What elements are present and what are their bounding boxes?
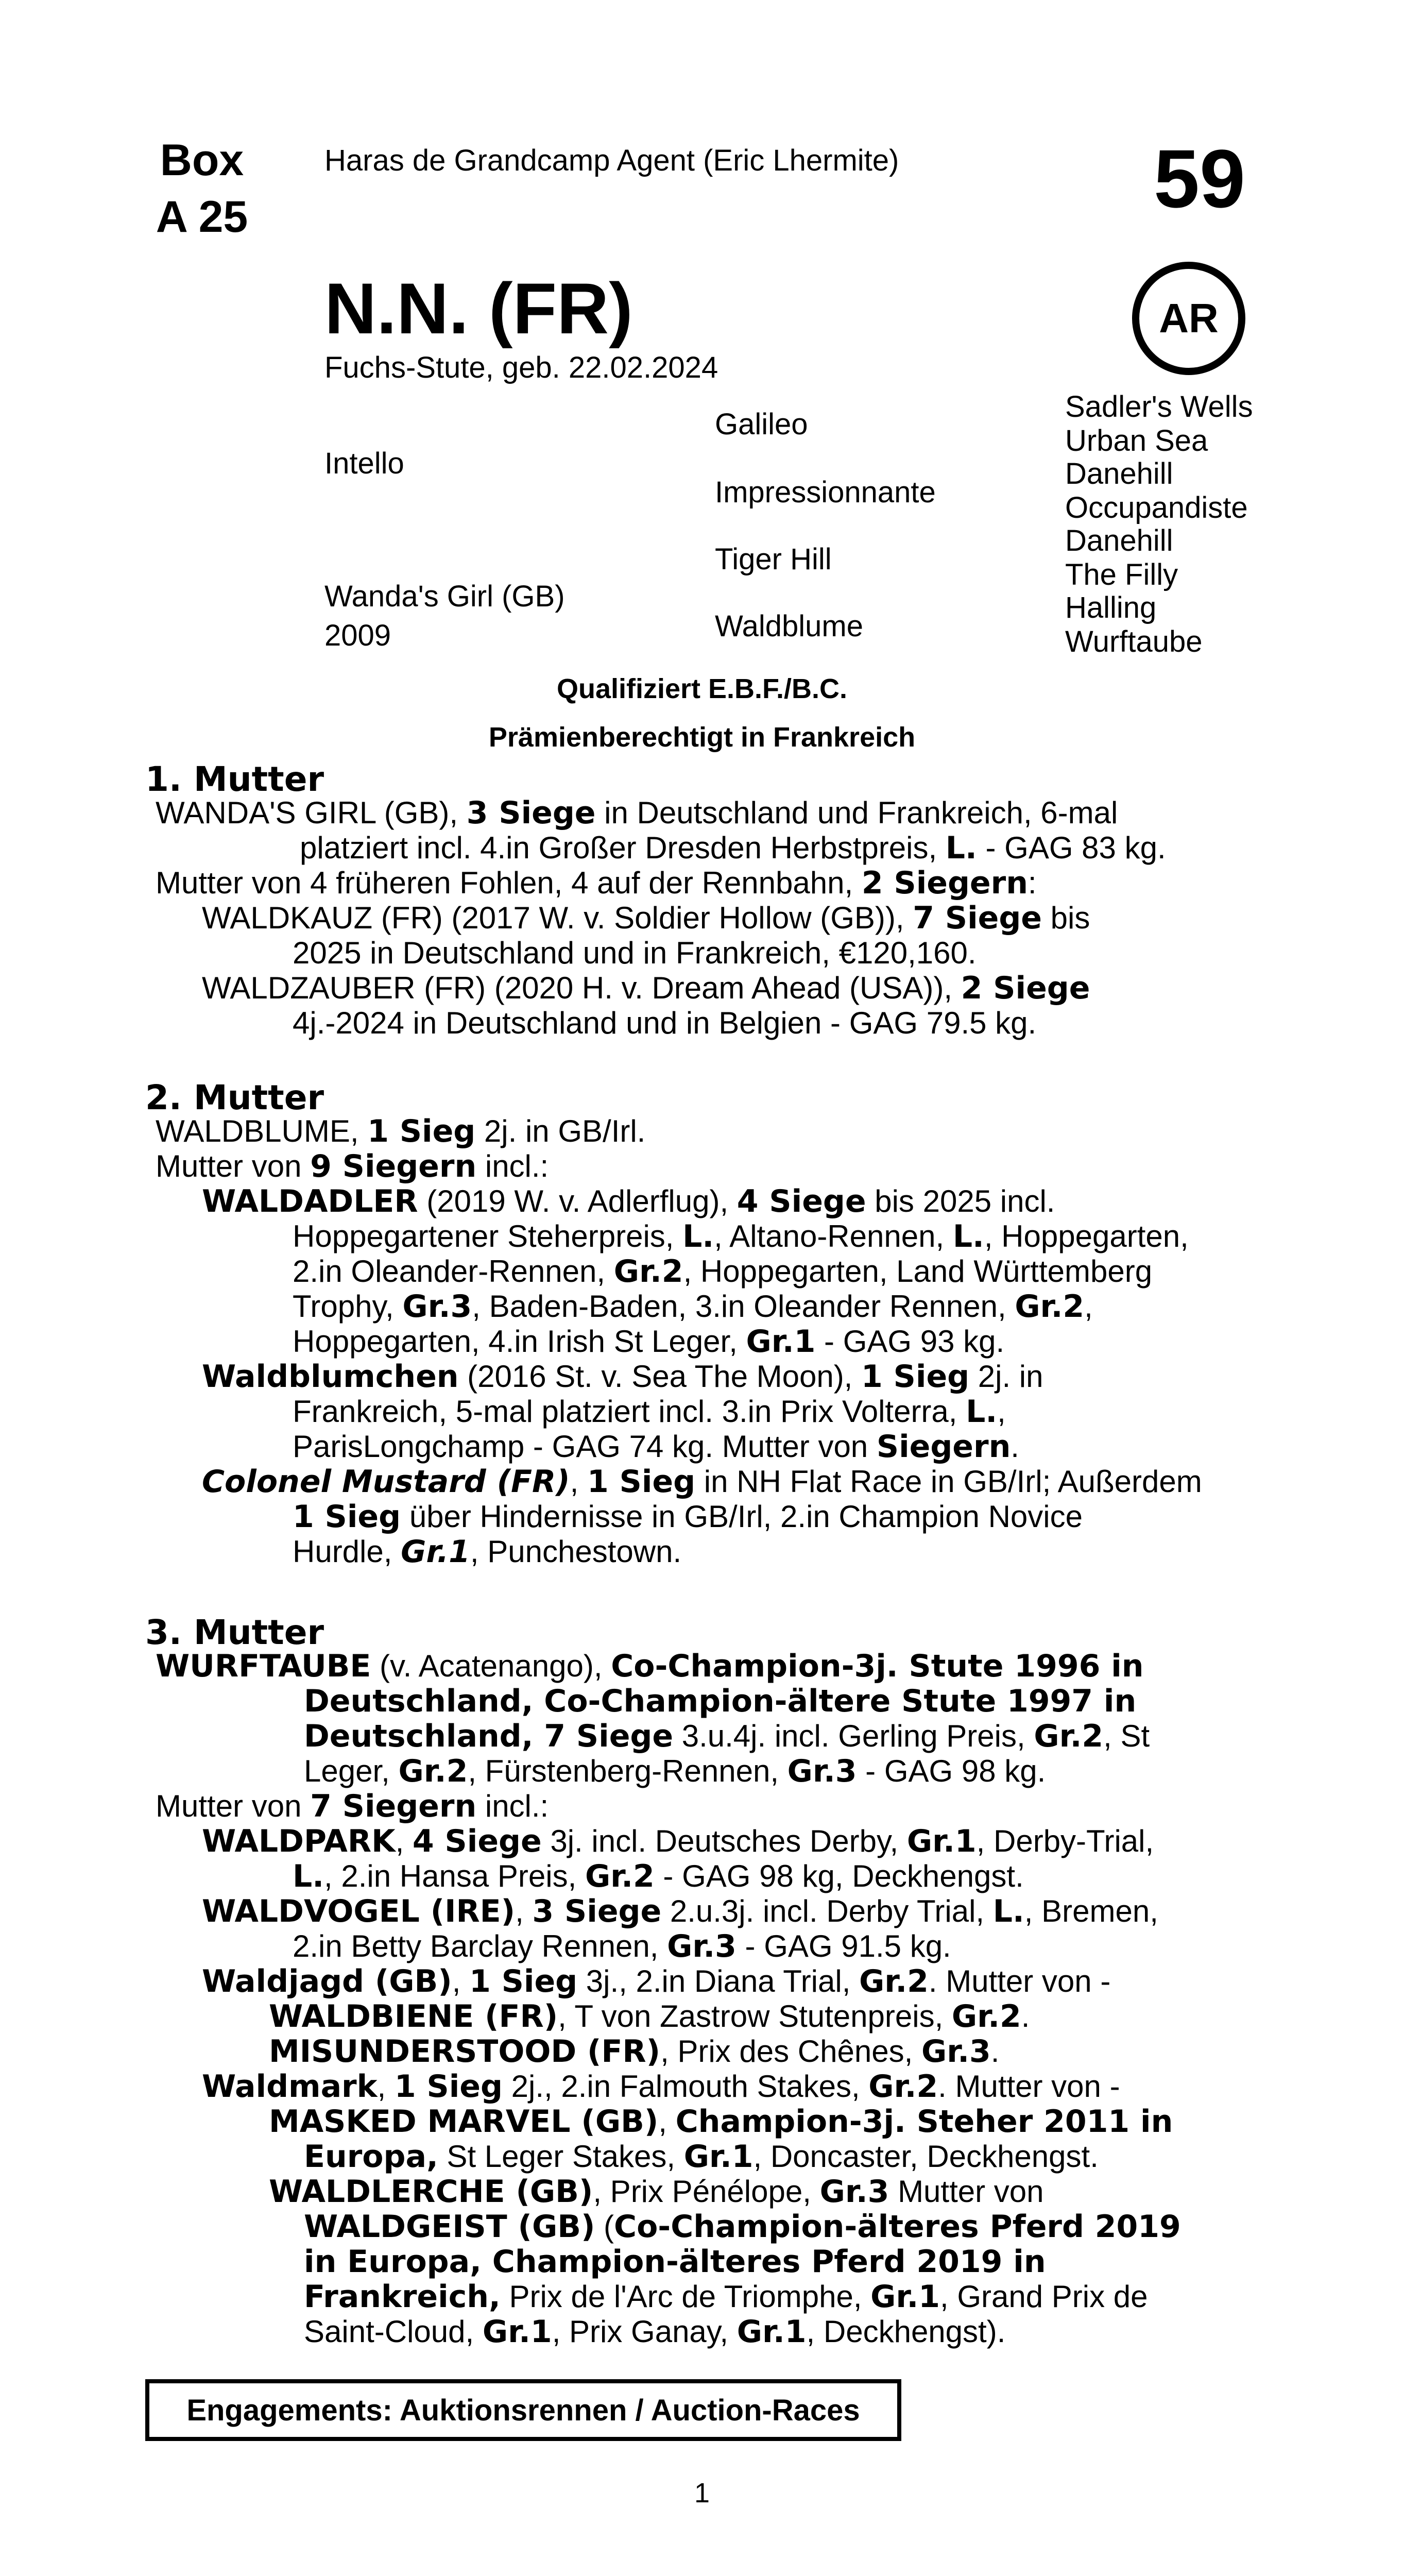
pedigree-gen2-item: Tiger Hill [715, 543, 832, 576]
pedigree-gen2-item: Waldblume [715, 609, 863, 643]
ar-badge [1132, 262, 1245, 375]
mutter2-line: WALDADLER (2019 W. v. Adlerflug), 4 Siege bis 2025 incl. [202, 1183, 1055, 1219]
mutter1-line: WANDA'S GIRL (GB), 3 Siege in Deutschland und Frankreich, 6-mal [156, 795, 1118, 831]
mutter3-line: Waldmark, 1 Sieg 2j., 2.in Falmouth Stakes, Gr.2. Mutter von - [202, 2069, 1120, 2105]
mutter1-line: 2025 in Deutschland und in Frankreich, €120,160. [293, 936, 977, 970]
pedigree-gen3-item: Occupandiste [1065, 491, 1248, 524]
mutter3-line: Frankreich, Prix de l'Arc de Triomphe, Gr.1, Grand Prix de [304, 2279, 1148, 2315]
section-heading-mutter1: 1. Mutter [145, 759, 324, 799]
mutter1-line: WALDKAUZ (FR) (2017 W. v. Soldier Hollow (GB)), 7 Siege bis [202, 900, 1090, 936]
box-label: Box [160, 135, 244, 185]
mutter2-line: Hoppegartener Steherpreis, L., Altano-Rennen, L., Hoppegarten, [293, 1218, 1189, 1255]
horse-description: Fuchs-Stute, geb. 22.02.2024 [324, 351, 718, 384]
mutter3-line: Waldjagd (GB), 1 Sieg 3j., 2.in Diana Trial, Gr.2. Mutter von - [202, 1963, 1111, 1999]
section-heading-mutter2: 2. Mutter [145, 1078, 324, 1117]
page-number: 1 [694, 2478, 710, 2509]
engagements-text: Engagements: Auktionsrennen / Auction-Races [186, 2393, 860, 2427]
mutter2-line: Hoppegarten, 4.in Irish St Leger, Gr.1 - GAG 93 kg. [293, 1324, 1005, 1360]
ar-badge-text: AR [1159, 295, 1219, 341]
mutter3-line: Europa, St Leger Stakes, Gr.1, Doncaster, Deckhengst. [304, 2139, 1099, 2175]
mutter1-line: platziert incl. 4.in Großer Dresden Herbstpreis, L. - GAG 83 kg. [300, 830, 1166, 866]
mutter3-line: MASKED MARVEL (GB), Champion-3j. Steher 2011 in [269, 2104, 1173, 2140]
mutter3-line: Saint-Cloud, Gr.1, Prix Ganay, Gr.1, Deckhengst). [304, 2314, 1006, 2350]
mutter3-line: L., 2.in Hansa Preis, Gr.2 - GAG 98 kg, Deckhengst. [293, 1858, 1024, 1894]
pedigree-gen3-item: Halling [1065, 591, 1157, 624]
mutter3-line: WALDGEIST (GB) (Co-Champion-älteres Pferd 2019 [304, 2209, 1181, 2245]
mutter3-line: Deutschland, Co-Champion-ältere Stute 1997 in [304, 1683, 1137, 1719]
mutter2-line: 1 Sieg über Hindernisse in GB/Irl, 2.in Champion Novice [293, 1499, 1083, 1535]
pedigree-gen3-item: Danehill [1065, 524, 1173, 557]
pedigree-gen3-item: The Filly [1065, 558, 1178, 591]
pedigree-gen2-item: Impressionnante [715, 476, 936, 509]
section-heading-mutter3: 3. Mutter [145, 1613, 324, 1652]
pedigree-dam-year: 2009 [324, 619, 391, 652]
qualification-line: Qualifiziert E.B.F./B.C. [556, 673, 848, 704]
pedigree-gen3-item: Danehill [1065, 457, 1173, 490]
pedigree-gen3-item: Wurftaube [1065, 625, 1203, 658]
pedigree-gen3-item: Sadler's Wells [1065, 390, 1253, 423]
qualification-line: Prämienberechtigt in Frankreich [488, 722, 916, 753]
mutter2-line: Frankreich, 5-mal platziert incl. 3.in Prix Volterra, L., [293, 1394, 1006, 1430]
mutter3-line: Mutter von 7 Siegern incl.: [156, 1788, 549, 1824]
engagements-box [145, 2379, 901, 2441]
pedigree-gen2-item: Galileo [715, 408, 808, 441]
mutter2-line: Trophy, Gr.3, Baden-Baden, 3.in Oleander Rennen, Gr.2, [293, 1289, 1093, 1325]
mutter2-line: Hurdle, Gr.1, Punchestown. [293, 1534, 682, 1570]
mutter3-line: in Europa, Champion-älteres Pferd 2019 in [304, 2244, 1046, 2280]
mutter2-line: WALDBLUME, 1 Sieg 2j. in GB/Irl. [156, 1113, 646, 1149]
mutter2-line: Waldblumchen (2016 St. v. Sea The Moon), 1 Sieg 2j. in [202, 1359, 1043, 1395]
pedigree-dam: Wanda's Girl (GB) [324, 580, 565, 613]
mutter1-line: WALDZAUBER (FR) (2020 H. v. Dream Ahead (USA)), 2 Siege [202, 970, 1090, 1006]
mutter3-line: WALDPARK, 4 Siege 3j. incl. Deutsches Derby, Gr.1, Derby-Trial, [202, 1823, 1154, 1859]
mutter2-line: Colonel Mustard (FR), 1 Sieg in NH Flat Race in GB/Irl; Außerdem [202, 1464, 1202, 1500]
mutter2-line: ParisLongchamp - GAG 74 kg. Mutter von Siegern. [293, 1429, 1019, 1465]
lot-number: 59 [1154, 132, 1245, 225]
mutter3-line: 2.in Betty Barclay Rennen, Gr.3 - GAG 91.5 kg. [293, 1928, 951, 1964]
pedigree-sire: Intello [324, 447, 404, 480]
mutter3-line: WALDVOGEL (IRE), 3 Siege 2.u.3j. incl. Derby Trial, L., Bremen, [202, 1893, 1158, 1929]
mutter3-line: Deutschland, 7 Siege 3.u.4j. incl. Gerling Preis, Gr.2, St [304, 1718, 1150, 1754]
mutter2-line: Mutter von 9 Siegern incl.: [156, 1148, 549, 1184]
mutter3-line: WURFTAUBE (v. Acatenango), Co-Champion-3j. Stute 1996 in [156, 1648, 1144, 1684]
mutter3-line: WALDBIENE (FR), T von Zastrow Stutenpreis, Gr.2. [269, 1998, 1030, 2035]
mutter3-line: MISUNDERSTOOD (FR), Prix des Chênes, Gr.3. [269, 2033, 1000, 2070]
horse-name: N.N. (FR) [324, 268, 633, 349]
mutter1-line: 4j.-2024 in Deutschland und in Belgien - GAG 79.5 kg. [293, 1006, 1037, 1040]
box-number: A 25 [156, 192, 248, 242]
consignor: Haras de Grandcamp Agent (Eric Lhermite) [324, 144, 899, 177]
mutter2-line: 2.in Oleander-Rennen, Gr.2, Hoppegarten, Land Württemberg [293, 1253, 1153, 1290]
mutter3-line: WALDLERCHE (GB), Prix Pénélope, Gr.3 Mutter von [269, 2174, 1044, 2210]
mutter3-line: Leger, Gr.2, Fürstenberg-Rennen, Gr.3 - GAG 98 kg. [304, 1753, 1046, 1789]
pedigree-gen3-item: Urban Sea [1065, 424, 1208, 457]
mutter1-line: Mutter von 4 früheren Fohlen, 4 auf der Rennbahn, 2 Siegern: [156, 865, 1037, 901]
